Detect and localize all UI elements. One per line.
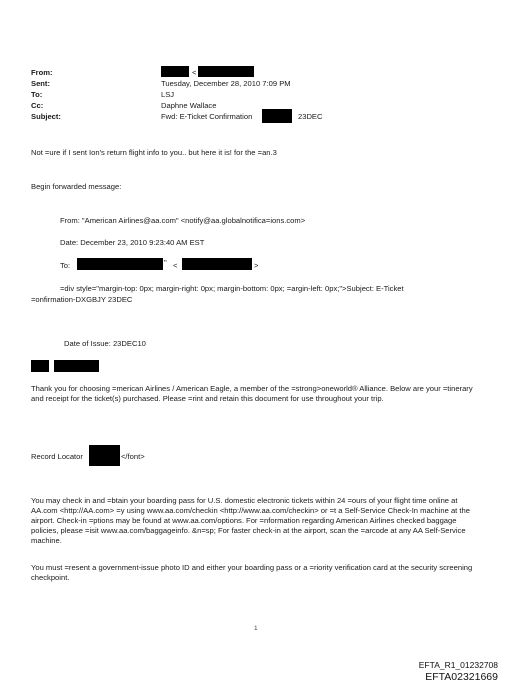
div-style-line: =div style="margin-top: 0px; margin-right: 0px; margin-bottom: 0px; =argin-left: 0px;">Subject: E-Ticket bbox=[60, 284, 404, 293]
subject-label: Subject: bbox=[31, 112, 61, 121]
to-value: LSJ bbox=[161, 90, 175, 99]
subject-value: Fwd: E-Ticket Confirmation bbox=[161, 112, 253, 121]
cc-value: Daphne Wallace bbox=[161, 101, 217, 110]
page-number: 1 bbox=[254, 625, 258, 632]
redaction-from-email bbox=[198, 66, 254, 77]
subject-suffix: 23DEC bbox=[298, 112, 323, 121]
id-paragraph: You must =resent a government-issue photo ID and either your boarding pass or a =riority verification card at the security screening checkpoint. bbox=[31, 563, 473, 582]
fwd-to-lt: < bbox=[173, 261, 178, 270]
from-label: From: bbox=[31, 68, 53, 77]
redaction-name-last bbox=[54, 360, 99, 372]
redaction-fwd-to-email bbox=[182, 258, 252, 270]
checkin-paragraph: You may check in and =btain your boarding pass for U.S. domestic electronic tickets within 24 =ours of your flight time online at AA.com <http://AA.com> =y using www.aa.com/checkin <http://www.aa.com/checkin> or =t a Self-Service Check-In machine at the airport. Check-in =ptions may be found at www.aa.com/options. For =nformation regarding American Airlines checked baggage policies, please =isit www.aa.com/baggageinfo. &n=sp; For faster check-in at the airport, scan the =arcode at any AA Self-Service machine. bbox=[31, 496, 470, 545]
footer-ref-large: EFTA02321669 bbox=[425, 671, 498, 683]
footer-ref-small: EFTA_R1_01232708 bbox=[418, 660, 498, 670]
fwd-to-quote: " bbox=[164, 258, 167, 267]
sent-label: Sent: bbox=[31, 79, 50, 88]
fwd-to-gt: > bbox=[254, 261, 259, 270]
intro-line: Not =ure if I sent Ion's return flight info to you.. but here it is! for the =an.3 bbox=[31, 148, 277, 157]
redaction-record-locator bbox=[89, 445, 120, 466]
redaction-subject bbox=[262, 109, 292, 123]
sent-value: Tuesday, December 28, 2010 7:09 PM bbox=[161, 79, 291, 88]
redaction-from-name bbox=[161, 66, 189, 77]
redaction-name-first bbox=[31, 360, 49, 372]
confirmation-line: =onfirmation-DXGBJY 23DEC bbox=[31, 295, 133, 304]
cc-label: Cc: bbox=[31, 101, 44, 110]
fwd-date: Date: December 23, 2010 9:23:40 AM EST bbox=[60, 238, 205, 247]
from-lt: < bbox=[192, 68, 197, 77]
fwd-to-label: To: bbox=[60, 261, 71, 270]
to-label: To: bbox=[31, 90, 43, 99]
record-locator-suffix: </font> bbox=[121, 452, 145, 461]
thanks-paragraph: Thank you for choosing =merican Airlines / American Eagle, a member of the =strong>oneworld® Alliance. Below are your =tinerary and receipt for the ticket(s) purchased. Please =rint and retain this document for use throughout your trip. bbox=[31, 384, 473, 403]
date-of-issue: Date of Issue: 23DEC10 bbox=[64, 339, 146, 348]
redaction-fwd-to-name bbox=[77, 258, 163, 270]
record-locator-label: Record Locator bbox=[31, 452, 83, 461]
begin-forwarded: Begin forwarded message: bbox=[31, 182, 122, 191]
fwd-from: From: "American Airlines@aa.com" <notify@aa.globalnotifica=ions.com> bbox=[60, 216, 306, 225]
